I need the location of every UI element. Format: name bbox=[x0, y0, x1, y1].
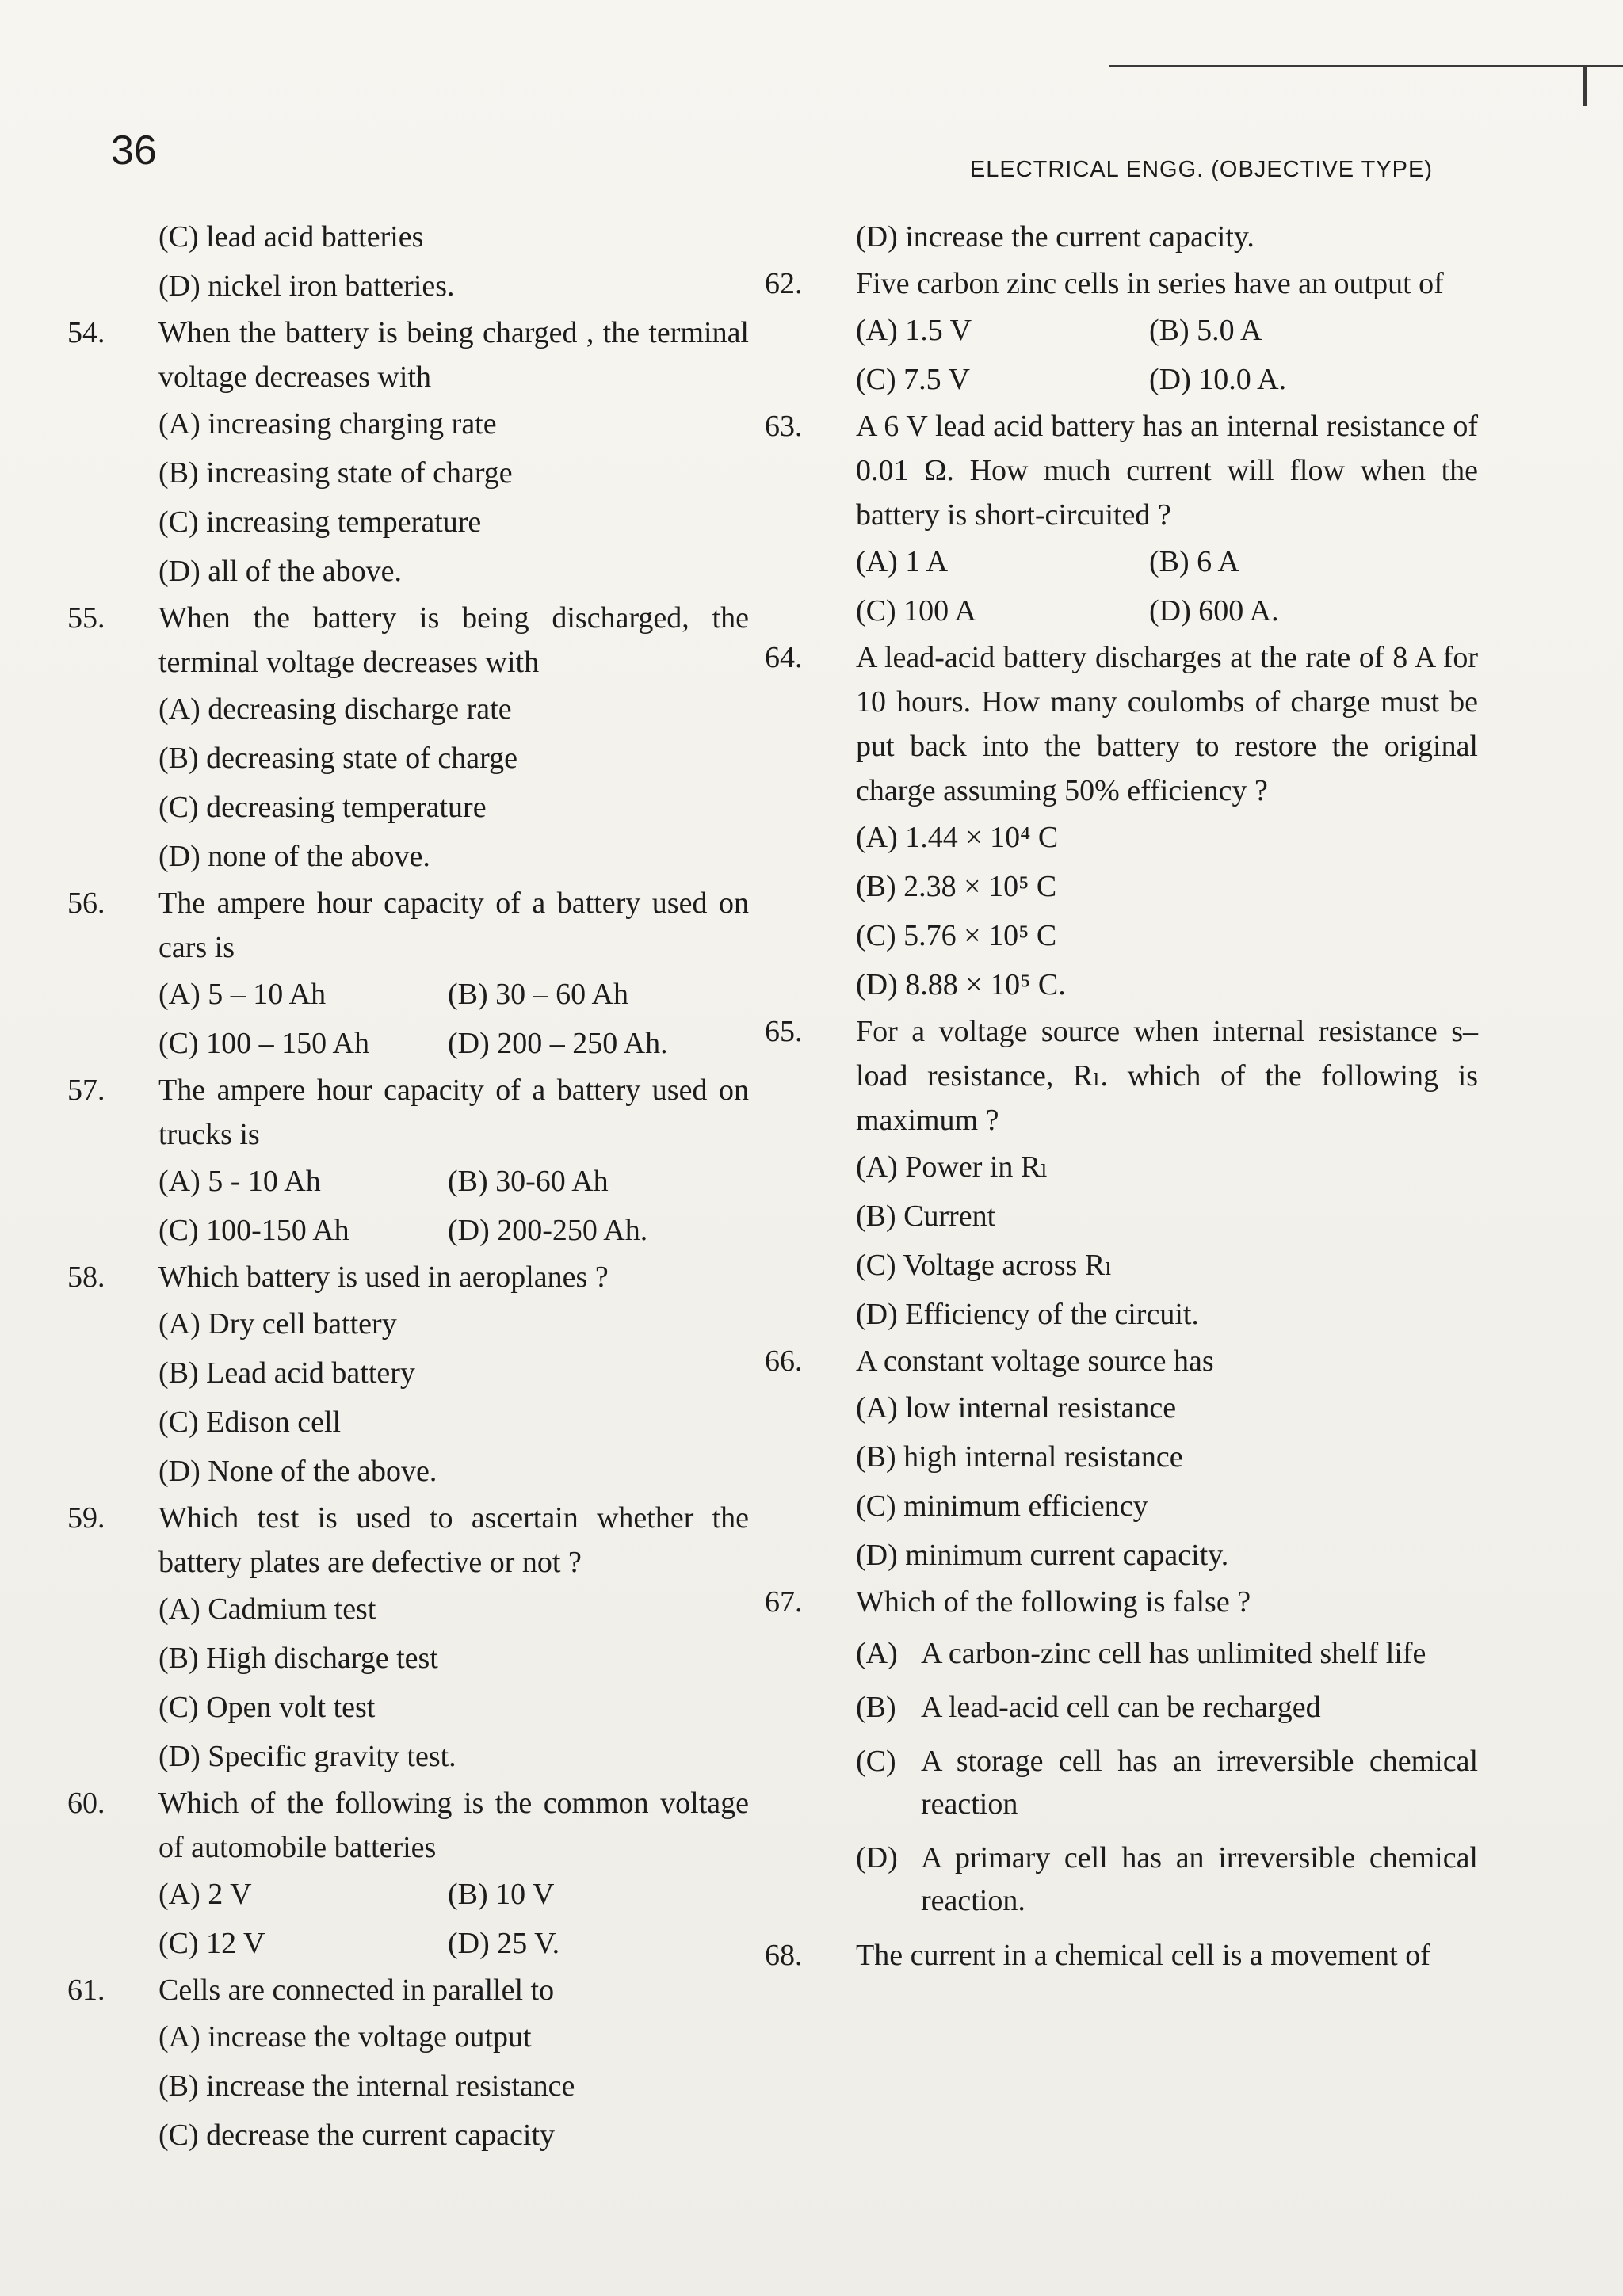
option-a: (A) 1 A bbox=[856, 545, 949, 578]
question-text: A constant voltage source has bbox=[856, 1344, 1214, 1378]
question-61 bbox=[67, 1968, 749, 2012]
option-a: (A) 1.5 V bbox=[856, 314, 972, 347]
question-number: 61. bbox=[67, 1974, 105, 2007]
option-b: (B) 30 – 60 Ah bbox=[448, 978, 628, 1011]
option-label: (D) bbox=[856, 1841, 898, 1875]
header-rule-tick bbox=[1583, 65, 1587, 106]
option-b: (B) High discharge test bbox=[158, 1642, 438, 1675]
question-text: When the battery is being discharged, the terminal voltage decreases with bbox=[158, 601, 749, 679]
option-row bbox=[158, 1870, 749, 1919]
option-a bbox=[856, 1632, 1478, 1675]
question-text: The current in a chemical cell is a movement of bbox=[856, 1939, 1430, 1972]
option-c: (C) Voltage across Rₗ bbox=[856, 1249, 1113, 1282]
option-d: (D) Specific gravity test. bbox=[158, 1740, 456, 1773]
question-text: Which battery is used in aeroplanes ? bbox=[158, 1261, 609, 1294]
option-c: (C) 100-150 Ah bbox=[158, 1214, 349, 1247]
option-c: (C) decreasing temperature bbox=[158, 791, 487, 824]
question-number: 66. bbox=[765, 1344, 803, 1378]
question-text: The ampere hour capacity of a battery used on trucks is bbox=[158, 1074, 749, 1151]
option-a: (A) 5 - 10 Ah bbox=[158, 1165, 321, 1198]
option-d: (D) increase the current capacity. bbox=[856, 220, 1254, 254]
right-column bbox=[765, 212, 1478, 1978]
question-67 bbox=[765, 1580, 1478, 1624]
option-text: A carbon-zinc cell has unlimited shelf life bbox=[921, 1637, 1426, 1670]
option-d: (D) 200 – 250 Ah. bbox=[448, 1027, 668, 1060]
option-d: (D) minimum current capacity. bbox=[856, 1539, 1229, 1572]
option-a: (A) increase the voltage output bbox=[158, 2020, 532, 2054]
option-d: (D) 10.0 A. bbox=[1149, 363, 1287, 396]
question-63 bbox=[765, 404, 1478, 537]
question-text: Which test is used to ascertain whether the battery plates are defective or not ? bbox=[158, 1501, 749, 1579]
question-68 bbox=[765, 1933, 1478, 1978]
option-row bbox=[856, 355, 1478, 404]
option-row bbox=[856, 306, 1478, 355]
header-rule bbox=[1109, 65, 1623, 67]
option-a: (A) 1.44 × 10⁴ C bbox=[856, 821, 1059, 854]
option-a: (A) 5 – 10 Ah bbox=[158, 978, 327, 1011]
question-57 bbox=[67, 1068, 749, 1157]
option-b: (B) Current bbox=[856, 1199, 996, 1233]
option-c: (C) increasing temperature bbox=[158, 505, 482, 539]
option-d: (D) Efficiency of the circuit. bbox=[856, 1298, 1199, 1331]
question-number: 55. bbox=[67, 601, 105, 635]
option-d: (D) none of the above. bbox=[158, 840, 430, 873]
question-number: 56. bbox=[67, 887, 105, 920]
option-d: (D) all of the above. bbox=[158, 555, 403, 588]
option-c: (C) lead acid batteries bbox=[158, 220, 424, 254]
option-label: (C) bbox=[856, 1745, 896, 1778]
option-label: (A) bbox=[856, 1637, 898, 1670]
question-62 bbox=[765, 261, 1478, 306]
option-a: (A) Cadmium test bbox=[158, 1592, 376, 1626]
option-d: (D) 600 A. bbox=[1149, 594, 1279, 627]
question-text: A lead-acid battery discharges at the rate of 8 A for 10 hours. How many coulombs of charge must be put back into the battery to restore the original charge assuming 50% efficiency ? bbox=[856, 641, 1478, 807]
running-title: ELECTRICAL ENGG. (OBJECTIVE TYPE) bbox=[969, 157, 1433, 182]
question-number: 67. bbox=[765, 1585, 803, 1619]
question-54 bbox=[67, 311, 749, 399]
option-b: (B) 10 V bbox=[448, 1878, 555, 1911]
option-b: (B) high internal resistance bbox=[856, 1440, 1183, 1474]
option-row bbox=[856, 537, 1478, 586]
option-b: (B) 2.38 × 10⁵ C bbox=[856, 870, 1057, 903]
question-text: When the battery is being charged , the terminal voltage decreases with bbox=[158, 316, 749, 394]
option-c: (C) 5.76 × 10⁵ C bbox=[856, 919, 1057, 952]
option-d: (D) None of the above. bbox=[158, 1455, 437, 1488]
option-a: (A) low internal resistance bbox=[856, 1391, 1177, 1425]
option-b: (B) 30-60 Ah bbox=[448, 1165, 609, 1198]
option-b: (B) Lead acid battery bbox=[158, 1356, 415, 1390]
question-58 bbox=[67, 1255, 749, 1299]
option-c: (C) 100 – 150 Ah bbox=[158, 1027, 369, 1060]
option-row bbox=[158, 1019, 749, 1068]
option-a: (A) 2 V bbox=[158, 1878, 252, 1911]
question-number: 68. bbox=[765, 1939, 803, 1972]
question-text: Five carbon zinc cells in series have an output of bbox=[856, 267, 1444, 300]
option-text: A storage cell has an irreversible chemical reaction bbox=[921, 1745, 1478, 1821]
question-text: Cells are connected in parallel to bbox=[158, 1974, 555, 2007]
option-row bbox=[158, 970, 749, 1019]
option-b bbox=[856, 1686, 1478, 1729]
question-55 bbox=[67, 596, 749, 685]
question-number: 57. bbox=[67, 1074, 105, 1107]
option-d: (D) 8.88 × 10⁵ C. bbox=[856, 968, 1066, 1001]
option-d: (D) 25 V. bbox=[448, 1927, 560, 1960]
option-b: (B) 6 A bbox=[1149, 545, 1239, 578]
option-c: (C) minimum efficiency bbox=[856, 1489, 1148, 1523]
option-c: (C) 100 A bbox=[856, 594, 976, 627]
left-column bbox=[67, 212, 749, 2160]
option-row bbox=[856, 586, 1478, 635]
question-number: 65. bbox=[765, 1015, 803, 1048]
option-d: (D) 200-250 Ah. bbox=[448, 1214, 648, 1247]
option-row bbox=[158, 1157, 749, 1206]
question-number: 62. bbox=[765, 267, 803, 300]
option-c: (C) 12 V bbox=[158, 1927, 265, 1960]
question-number: 59. bbox=[67, 1501, 105, 1535]
question-64 bbox=[765, 635, 1478, 813]
question-65 bbox=[765, 1009, 1478, 1142]
option-a: (A) Dry cell battery bbox=[158, 1307, 397, 1341]
option-c: (C) decrease the current capacity bbox=[158, 2119, 556, 2152]
option-b: (B) increase the internal resistance bbox=[158, 2069, 575, 2103]
option-b: (B) increasing state of charge bbox=[158, 456, 513, 490]
option-c: (C) 7.5 V bbox=[856, 363, 970, 396]
question-text: Which of the following is false ? bbox=[856, 1585, 1251, 1619]
question-text: Which of the following is the common voltage of automobile batteries bbox=[158, 1787, 749, 1864]
question-number: 54. bbox=[67, 316, 105, 349]
option-row bbox=[158, 1206, 749, 1255]
question-59 bbox=[67, 1496, 749, 1585]
option-c: (C) Open volt test bbox=[158, 1691, 376, 1724]
question-text: For a voltage source when internal resistance s–load resistance, Rₗ. which of the following is maximum ? bbox=[856, 1015, 1478, 1137]
option-text: A primary cell has an irreversible chemical reaction. bbox=[921, 1841, 1478, 1917]
question-number: 63. bbox=[765, 410, 803, 443]
option-d bbox=[856, 1836, 1478, 1922]
question-number: 58. bbox=[67, 1261, 105, 1294]
option-a: (A) Power in Rₗ bbox=[856, 1150, 1048, 1184]
option-row bbox=[158, 1919, 749, 1968]
option-a: (A) decreasing discharge rate bbox=[158, 692, 512, 726]
question-number: 64. bbox=[765, 641, 803, 674]
option-c bbox=[856, 1740, 1478, 1825]
question-text: The ampere hour capacity of a battery used on cars is bbox=[158, 887, 749, 964]
question-66 bbox=[765, 1339, 1478, 1383]
question-56 bbox=[67, 881, 749, 970]
option-c: (C) Edison cell bbox=[158, 1405, 342, 1439]
question-60 bbox=[67, 1781, 749, 1870]
option-d: (D) nickel iron batteries. bbox=[158, 269, 455, 303]
option-b: (B) decreasing state of charge bbox=[158, 742, 517, 775]
option-text: A lead-acid cell can be recharged bbox=[921, 1691, 1321, 1724]
question-text: A 6 V lead acid battery has an internal resistance of 0.01 Ω. How much current will flow when the battery is short-circuited ? bbox=[856, 410, 1478, 532]
option-b: (B) 5.0 A bbox=[1149, 314, 1262, 347]
page-number: 36 bbox=[111, 128, 157, 174]
option-label: (B) bbox=[856, 1691, 896, 1724]
option-a: (A) increasing charging rate bbox=[158, 407, 497, 441]
question-number: 60. bbox=[67, 1787, 105, 1820]
